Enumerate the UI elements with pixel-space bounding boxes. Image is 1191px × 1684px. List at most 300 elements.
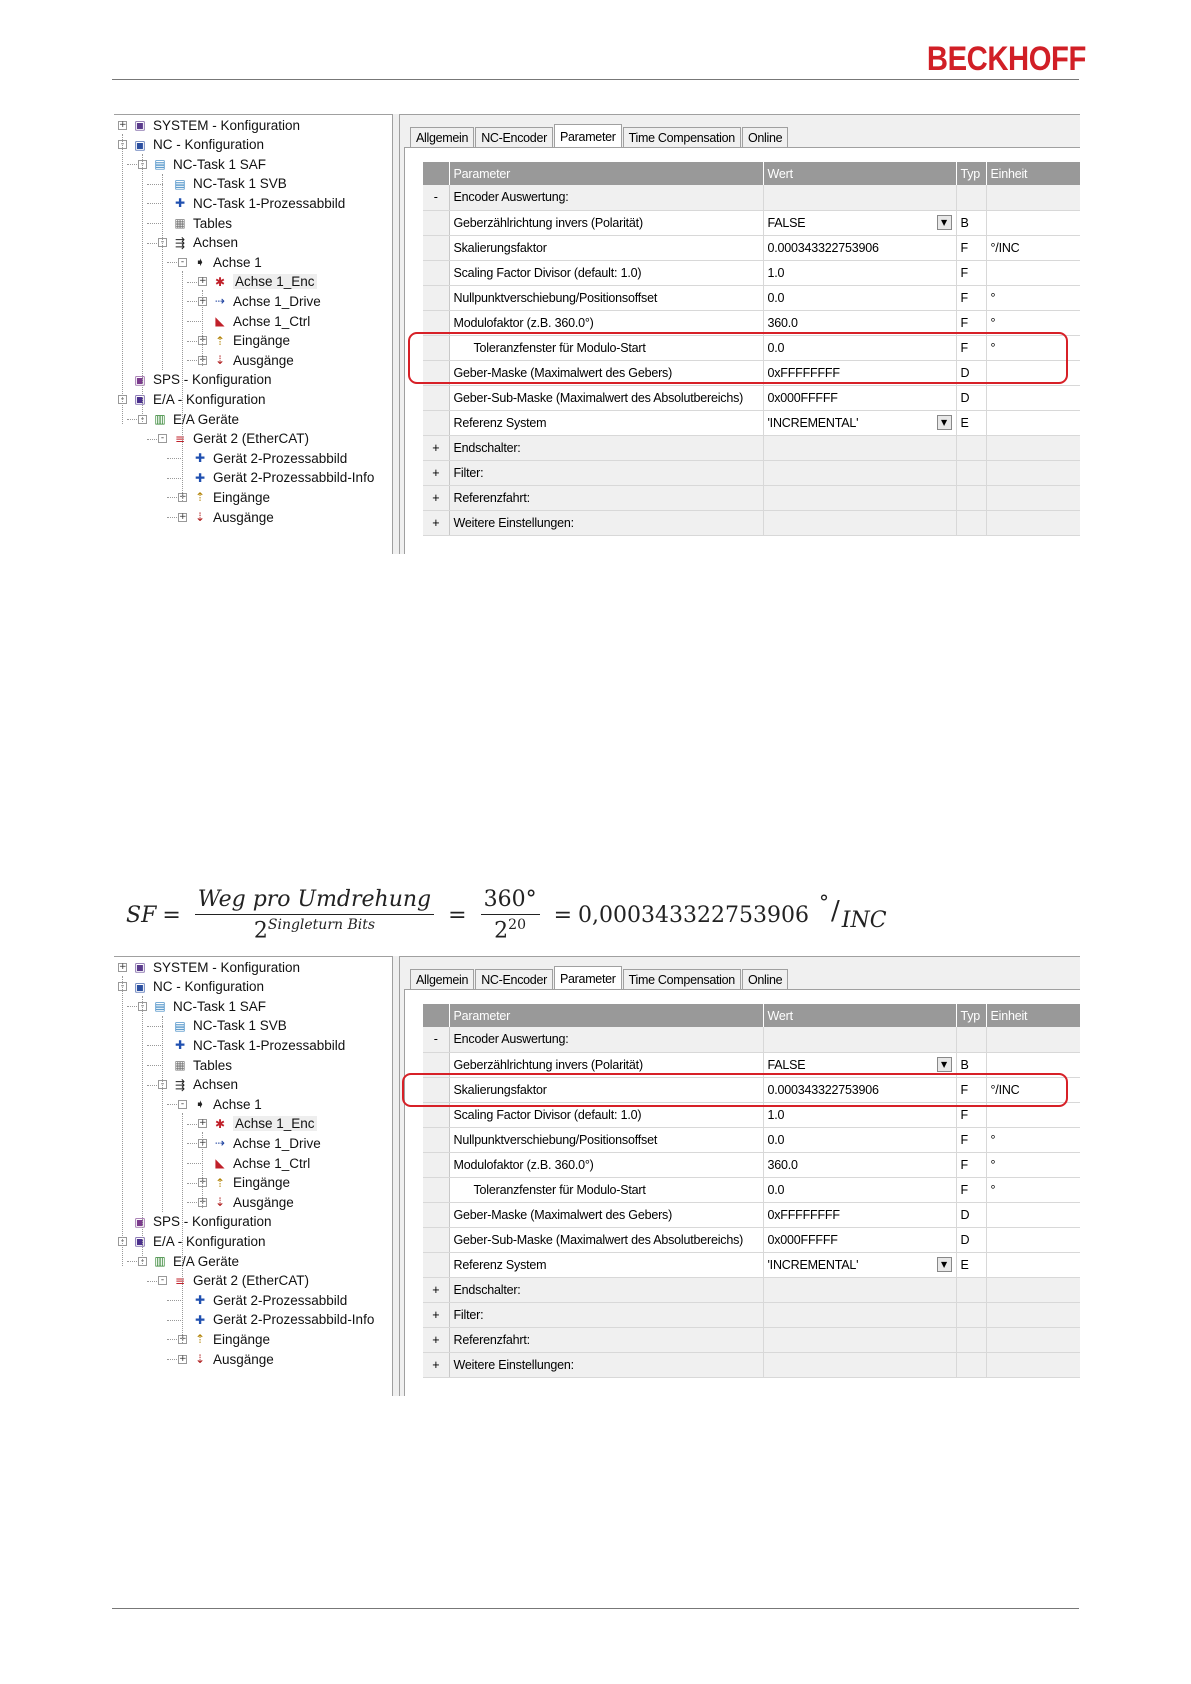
expand-icon[interactable]: + xyxy=(423,1327,449,1352)
param-value[interactable] xyxy=(763,1027,956,1052)
param-name: Modulofaktor (z.B. 360.0°) xyxy=(449,310,763,335)
tree-guide xyxy=(162,1016,163,1212)
process-image-icon: ✚ xyxy=(174,1038,186,1053)
param-value[interactable] xyxy=(763,435,956,460)
param-name: Geberzählrichtung invers (Polarität) xyxy=(449,210,763,235)
tree-item-label: Gerät 2-Prozessabbild xyxy=(213,450,348,466)
grid-row[interactable] xyxy=(423,1177,1080,1202)
solution-tree xyxy=(114,956,392,1396)
grid-row[interactable] xyxy=(423,260,1080,285)
tree-item[interactable] xyxy=(158,174,287,194)
tree-item-label: E/A Geräte xyxy=(173,411,240,427)
task-icon: ▤ xyxy=(154,999,166,1014)
column-header-einheit[interactable]: Einheit xyxy=(986,162,1080,185)
param-name: Toleranzfenster für Modulo-Start xyxy=(449,1177,763,1202)
tab-allgemein[interactable]: Allgemein xyxy=(410,969,474,989)
dropdown-arrow-icon[interactable]: ▼ xyxy=(937,415,952,430)
tree-item-label: Achse 1_Ctrl xyxy=(233,313,311,329)
column-header-typ[interactable]: Typ xyxy=(956,1004,986,1027)
tree-item-label: Eingänge xyxy=(233,333,291,349)
param-value[interactable] xyxy=(763,1252,956,1277)
tree-item[interactable] xyxy=(178,507,274,527)
io-devices-icon: ▥ xyxy=(154,1254,166,1268)
tab-time-compensation[interactable]: Time Compensation xyxy=(623,127,741,147)
param-value[interactable]: 0.0 xyxy=(763,285,956,310)
grid-group-row[interactable] xyxy=(423,1327,1080,1352)
param-name: Geber-Sub-Maske (Maximalwert des Absolutbereichs) xyxy=(449,1227,763,1252)
param-name: Encoder Auswertung: xyxy=(449,1027,763,1052)
param-unit: °/INC xyxy=(986,235,1080,260)
row-lead xyxy=(423,410,449,435)
tab-allgemein[interactable]: Allgemein xyxy=(410,127,474,147)
expand-icon[interactable]: + xyxy=(119,119,127,130)
param-type: D xyxy=(956,1227,986,1252)
den1-base: 2 xyxy=(253,918,268,944)
expand-icon[interactable]: + xyxy=(423,435,449,460)
highlight-skalierungsfaktor xyxy=(402,1073,1068,1107)
system-icon: ▣ xyxy=(134,960,146,974)
tree-item-label: Ausgänge xyxy=(233,1194,294,1210)
param-value[interactable]: 0.0 xyxy=(763,335,956,360)
grid-row[interactable] xyxy=(423,1202,1080,1227)
param-unit: °/INC xyxy=(986,1077,1080,1102)
grid-group-row[interactable] xyxy=(423,1277,1080,1302)
expand-icon[interactable]: + xyxy=(423,510,449,535)
param-type xyxy=(956,1027,986,1052)
param-type xyxy=(956,1302,986,1327)
param-unit: ° xyxy=(986,1177,1080,1202)
tree-item[interactable] xyxy=(178,1310,374,1330)
value-combobox[interactable] xyxy=(768,215,952,230)
tree-item[interactable] xyxy=(138,154,266,174)
tree-guide xyxy=(142,154,143,424)
axes-icon: ⇶ xyxy=(174,235,186,250)
tree-item-label: NC - Konfiguration xyxy=(153,137,265,153)
tree-item-label: NC-Task 1 SAF xyxy=(173,998,267,1014)
collapse-icon[interactable]: - xyxy=(158,238,167,247)
tree-item[interactable] xyxy=(118,115,300,135)
row-lead xyxy=(423,1202,449,1227)
fraction-2-denominator xyxy=(494,915,526,943)
collapse-icon[interactable]: - xyxy=(423,185,449,210)
column-header-wert[interactable]: Wert xyxy=(763,1004,956,1027)
tree-item-label: Achse 1 xyxy=(213,1096,262,1112)
param-value[interactable]: 1.0 xyxy=(763,1102,956,1127)
screenshot-2 xyxy=(114,956,1080,1396)
grid-group-row[interactable] xyxy=(423,485,1080,510)
tab-time-compensation[interactable]: Time Compensation xyxy=(623,969,741,989)
grid-row[interactable] xyxy=(423,1152,1080,1177)
tree-guide xyxy=(142,996,143,1266)
value-combobox[interactable] xyxy=(768,415,952,430)
task-icon: ▤ xyxy=(154,157,166,172)
param-unit xyxy=(986,210,1080,235)
formula-eq-2: = xyxy=(448,902,467,928)
tree-item-label: NC-Task 1 SAF xyxy=(173,156,267,172)
tree-item[interactable] xyxy=(158,1016,287,1036)
tree-item[interactable] xyxy=(158,1075,238,1095)
tree-item[interactable] xyxy=(138,996,266,1016)
formula-result: 0,000343322753906 xyxy=(578,902,809,928)
grid-row[interactable] xyxy=(423,410,1080,435)
tab-nc-encoder[interactable]: NC-Encoder xyxy=(475,127,553,147)
param-value[interactable] xyxy=(763,1277,956,1302)
tree-item[interactable] xyxy=(178,1329,270,1349)
system-icon: ▣ xyxy=(134,118,146,132)
tab-bar xyxy=(410,125,789,147)
param-value[interactable] xyxy=(763,185,956,210)
collapse-icon[interactable]: - xyxy=(158,1080,167,1089)
tree-item[interactable] xyxy=(178,448,347,468)
tree-item[interactable] xyxy=(158,193,345,213)
tree-guide xyxy=(122,134,123,424)
expand-icon[interactable]: + xyxy=(199,354,207,365)
tree-item[interactable] xyxy=(178,1290,347,1310)
grid-group-row[interactable] xyxy=(423,1352,1080,1377)
fraction-2-numerator: 360° xyxy=(481,887,540,915)
param-value[interactable] xyxy=(763,1302,956,1327)
param-type xyxy=(956,460,986,485)
param-name: Endschalter: xyxy=(449,1277,763,1302)
tree-item[interactable] xyxy=(178,252,262,272)
row-lead xyxy=(423,285,449,310)
fraction-1-denominator xyxy=(254,915,375,943)
tree-item-label: Achse 1_Ctrl xyxy=(233,1155,311,1171)
tree-item[interactable] xyxy=(118,135,264,155)
fraction-1-numerator: Weg pro Umdrehung xyxy=(195,887,434,915)
grid-group-row[interactable] xyxy=(423,435,1080,460)
column-header-wert[interactable]: Wert xyxy=(763,162,956,185)
tree-item[interactable] xyxy=(198,1153,310,1173)
io-devices-icon: ▥ xyxy=(154,412,166,426)
collapse-icon[interactable]: - xyxy=(138,160,147,169)
row-lead xyxy=(423,1177,449,1202)
grid-row[interactable] xyxy=(423,285,1080,310)
tab-parameter[interactable]: Parameter xyxy=(554,966,622,990)
grid-header-row xyxy=(423,1004,1080,1027)
expand-icon[interactable]: + xyxy=(199,1118,207,1129)
dropdown-arrow-icon[interactable]: ▼ xyxy=(937,1057,952,1072)
grid-header-row xyxy=(423,162,1080,185)
column-header-parameter[interactable]: Parameter xyxy=(449,1004,763,1027)
collapse-icon[interactable]: - xyxy=(118,140,127,149)
expand-icon[interactable]: + xyxy=(199,1177,207,1188)
tree-item-label: Achse 1_Enc xyxy=(235,1116,315,1132)
io-icon: ▣ xyxy=(134,392,146,407)
grid-row[interactable] xyxy=(423,1252,1080,1277)
param-unit xyxy=(986,1302,1080,1327)
tree-item-label: Gerät 2-Prozessabbild-Info xyxy=(213,1312,375,1328)
tree-item[interactable] xyxy=(198,1114,317,1134)
param-type xyxy=(956,1352,986,1377)
tree-item[interactable] xyxy=(178,487,270,507)
inputs-icon: ⇡ xyxy=(194,490,206,505)
process-image-icon: ✚ xyxy=(194,451,206,466)
expand-icon[interactable]: + xyxy=(423,1277,449,1302)
tree-item[interactable] xyxy=(158,1055,232,1075)
tree-item-label: Eingänge xyxy=(213,1331,271,1347)
expand-icon[interactable]: + xyxy=(199,1196,207,1207)
nc-icon: ▣ xyxy=(134,979,146,994)
row-lead xyxy=(423,210,449,235)
outputs-icon: ⇣ xyxy=(194,510,206,524)
column-header-parameter[interactable]: Parameter xyxy=(449,162,763,185)
collapse-icon[interactable]: - xyxy=(138,1257,147,1266)
expand-icon[interactable]: + xyxy=(423,460,449,485)
tree-item[interactable] xyxy=(118,977,264,997)
pane-splitter[interactable] xyxy=(392,114,400,554)
param-value[interactable]: 0.000343322753906 xyxy=(763,235,956,260)
param-name: Nullpunktverschiebung/Positionsoffset xyxy=(449,285,763,310)
tree-item[interactable] xyxy=(198,272,317,292)
tree-item[interactable] xyxy=(198,1173,290,1193)
param-type: F xyxy=(956,1077,986,1102)
tree-item-label: E/A - Konfiguration xyxy=(153,1233,266,1249)
tree-item-label: Gerät 2 (EtherCAT) xyxy=(193,431,310,447)
tree-item[interactable] xyxy=(198,350,294,370)
collapse-icon[interactable]: - xyxy=(118,982,127,991)
nc-icon: ▣ xyxy=(134,137,146,152)
collapse-icon[interactable]: - xyxy=(158,434,167,443)
header-rule xyxy=(112,79,1079,80)
param-value[interactable] xyxy=(763,485,956,510)
expand-icon[interactable]: + xyxy=(179,511,187,522)
tree-item[interactable] xyxy=(158,213,232,233)
value-combobox[interactable] xyxy=(768,1057,952,1072)
tree-item-label: Achse 1 xyxy=(213,254,262,270)
tree-guide xyxy=(202,290,203,366)
tree-item[interactable] xyxy=(198,291,321,311)
collapse-icon[interactable]: - xyxy=(138,1002,147,1011)
tree-item-label: SYSTEM - Konfiguration xyxy=(153,959,301,975)
outputs-icon: ⇣ xyxy=(214,353,226,368)
param-name: Scaling Factor Divisor (default: 1.0) xyxy=(449,1102,763,1127)
param-name: Referenzfahrt: xyxy=(449,485,763,510)
param-value[interactable]: 1.0 xyxy=(763,260,956,285)
value-combobox[interactable] xyxy=(768,1257,952,1272)
axes-icon: ⇶ xyxy=(174,1077,186,1092)
tree-item-label: Ausgänge xyxy=(213,509,274,525)
param-type xyxy=(956,510,986,535)
param-value[interactable]: 0.000343322753906 xyxy=(763,1077,956,1102)
solution-tree xyxy=(114,114,392,554)
tree-item[interactable] xyxy=(158,1271,309,1291)
param-value[interactable] xyxy=(763,1352,956,1377)
tab-page-parameter xyxy=(404,989,1080,1396)
tree-item[interactable] xyxy=(178,468,374,488)
expand-icon[interactable]: + xyxy=(179,1353,187,1364)
tree-item[interactable] xyxy=(198,331,290,351)
process-image-icon: ✚ xyxy=(194,1312,206,1327)
combobox-value: 'INCREMENTAL' xyxy=(767,415,859,430)
param-type xyxy=(956,185,986,210)
tree-item[interactable] xyxy=(118,389,266,409)
collapse-icon[interactable]: - xyxy=(118,395,127,404)
tree-item[interactable] xyxy=(118,1231,266,1251)
param-value[interactable]: 0x000FFFFF xyxy=(763,1227,956,1252)
grid-group-row[interactable] xyxy=(423,185,1080,210)
param-value[interactable] xyxy=(763,210,956,235)
ethercat-icon: ≡ xyxy=(174,1273,186,1288)
param-type: D xyxy=(956,385,986,410)
tree-guide xyxy=(182,1113,183,1343)
tree-item-label: NC-Task 1 SVB xyxy=(193,176,287,192)
plc-icon: ▣ xyxy=(134,1214,146,1229)
expand-icon[interactable]: + xyxy=(179,1333,187,1344)
grid-group-row[interactable] xyxy=(423,510,1080,535)
dropdown-arrow-icon[interactable]: ▼ xyxy=(937,1257,952,1272)
table-icon: ▦ xyxy=(174,216,186,230)
row-lead xyxy=(423,1152,449,1177)
param-unit xyxy=(986,460,1080,485)
collapse-icon[interactable]: - xyxy=(118,1237,127,1246)
param-name: Scaling Factor Divisor (default: 1.0) xyxy=(449,260,763,285)
task-icon: ▤ xyxy=(174,176,186,191)
param-unit: ° xyxy=(986,1127,1080,1152)
process-image-icon: ✚ xyxy=(194,470,206,485)
screenshot-1 xyxy=(114,114,1080,554)
param-type: E xyxy=(956,1252,986,1277)
task-icon: ▤ xyxy=(174,1018,186,1033)
expand-icon[interactable]: + xyxy=(423,1352,449,1377)
param-value[interactable] xyxy=(763,1327,956,1352)
parameter-grid xyxy=(423,1004,1080,1378)
tree-item-label: Tables xyxy=(193,215,233,231)
param-type xyxy=(956,1327,986,1352)
expand-icon[interactable]: + xyxy=(199,335,207,346)
row-lead xyxy=(423,1127,449,1152)
param-unit xyxy=(986,510,1080,535)
expand-icon[interactable]: + xyxy=(423,485,449,510)
grid-group-row[interactable] xyxy=(423,460,1080,485)
collapse-icon[interactable]: - xyxy=(158,1276,167,1285)
dropdown-arrow-icon[interactable]: ▼ xyxy=(937,215,952,230)
grid-group-row[interactable] xyxy=(423,1027,1080,1052)
param-unit: ° xyxy=(986,285,1080,310)
param-value[interactable] xyxy=(763,460,956,485)
param-name: Modulofaktor (z.B. 360.0°) xyxy=(449,1152,763,1177)
param-unit: ° xyxy=(986,310,1080,335)
properties-pane xyxy=(400,956,1080,1396)
tree-item-label: Eingänge xyxy=(213,489,271,505)
param-type: D xyxy=(956,360,986,385)
param-name: Skalierungsfaktor xyxy=(449,235,763,260)
tree-item[interactable] xyxy=(198,1192,294,1212)
tree-item[interactable] xyxy=(178,1349,274,1369)
param-unit: ° xyxy=(986,335,1080,360)
column-header-typ[interactable]: Typ xyxy=(956,162,986,185)
tree-item[interactable] xyxy=(198,1133,321,1153)
tree-item[interactable] xyxy=(158,233,238,253)
param-value[interactable]: 0.0 xyxy=(763,1127,956,1152)
encoder-icon: ✱ xyxy=(214,1116,226,1131)
ethercat-icon: ≡ xyxy=(174,431,186,446)
axis-icon: ➧ xyxy=(194,1097,206,1112)
param-name: Geber-Sub-Maske (Maximalwert des Absolutbereichs) xyxy=(449,385,763,410)
footer-rule xyxy=(112,1608,1079,1609)
tree-item-label: SPS - Konfiguration xyxy=(153,372,272,388)
param-name: Referenzfahrt: xyxy=(449,1327,763,1352)
tree-item-label: Achse 1_Drive xyxy=(233,1135,321,1151)
tab-online[interactable]: Online xyxy=(742,127,788,147)
tree-item-label: Gerät 2-Prozessabbild xyxy=(213,1292,348,1308)
expand-icon[interactable]: + xyxy=(199,295,207,306)
param-value[interactable]: 0x000FFFFF xyxy=(763,385,956,410)
collapse-icon[interactable]: - xyxy=(178,1100,187,1109)
tree-guide xyxy=(182,271,183,501)
tree-guide xyxy=(162,174,163,370)
expand-icon[interactable]: + xyxy=(179,491,187,502)
formula-eq-3: = xyxy=(553,902,573,928)
tree-item-label: Ausgänge xyxy=(213,1351,274,1367)
tree-item[interactable] xyxy=(118,957,300,977)
grid-group-row[interactable] xyxy=(423,1302,1080,1327)
param-value[interactable] xyxy=(763,510,956,535)
param-name: Endschalter: xyxy=(449,435,763,460)
grid-row[interactable] xyxy=(423,1127,1080,1152)
tree-item[interactable] xyxy=(158,429,309,449)
combobox-value: FALSE xyxy=(767,1057,806,1072)
param-value[interactable]: 0.0 xyxy=(763,1177,956,1202)
param-type: F xyxy=(956,260,986,285)
param-type: F xyxy=(956,235,986,260)
tab-online[interactable]: Online xyxy=(742,969,788,989)
param-value[interactable] xyxy=(763,410,956,435)
combobox-value: FALSE xyxy=(767,215,806,230)
tab-parameter[interactable]: Parameter xyxy=(554,124,622,148)
drive-icon: ⇢ xyxy=(214,294,226,309)
param-type: F xyxy=(956,335,986,360)
tree-item-label: NC - Konfiguration xyxy=(153,979,265,995)
grid-row[interactable] xyxy=(423,210,1080,235)
param-value[interactable]: 360.0 xyxy=(763,1152,956,1177)
tab-nc-encoder[interactable]: NC-Encoder xyxy=(475,969,553,989)
pane-splitter[interactable] xyxy=(392,956,400,1396)
tree-guide xyxy=(202,1132,203,1208)
param-name: Geber-Maske (Maximalwert des Gebers) xyxy=(449,1202,763,1227)
grid-row[interactable] xyxy=(423,235,1080,260)
expand-icon[interactable]: + xyxy=(119,961,127,972)
column-header-einheit[interactable]: Einheit xyxy=(986,1004,1080,1027)
param-type: F xyxy=(956,1152,986,1177)
expand-icon[interactable]: + xyxy=(423,1302,449,1327)
tree-item[interactable] xyxy=(138,409,239,429)
param-type: B xyxy=(956,210,986,235)
unit-slash: / xyxy=(830,896,840,926)
tree-item[interactable] xyxy=(198,311,310,331)
collapse-icon[interactable]: - xyxy=(138,415,147,424)
collapse-icon[interactable]: - xyxy=(423,1027,449,1052)
tree-item[interactable] xyxy=(158,1035,345,1055)
tree-item[interactable] xyxy=(178,1094,262,1114)
grid-row[interactable] xyxy=(423,385,1080,410)
tree-item[interactable] xyxy=(138,1251,239,1271)
param-value[interactable]: 0xFFFFFFFF xyxy=(763,1202,956,1227)
param-value[interactable]: 0xFFFFFFFF xyxy=(763,360,956,385)
param-type xyxy=(956,435,986,460)
expand-icon[interactable]: + xyxy=(199,276,207,287)
unit-degree: ° xyxy=(818,890,829,914)
collapse-icon[interactable]: - xyxy=(178,258,187,267)
den1-exponent: Singleturn Bits xyxy=(267,916,376,933)
grid-row[interactable] xyxy=(423,1227,1080,1252)
tree-item-label: NC-Task 1 SVB xyxy=(193,1018,287,1034)
beckhoff-logo: BECKHOFF xyxy=(926,40,1086,78)
param-value[interactable]: 360.0 xyxy=(763,310,956,335)
param-type: D xyxy=(956,1202,986,1227)
expand-icon[interactable]: + xyxy=(199,1137,207,1148)
combobox-value: 'INCREMENTAL' xyxy=(767,1257,859,1272)
